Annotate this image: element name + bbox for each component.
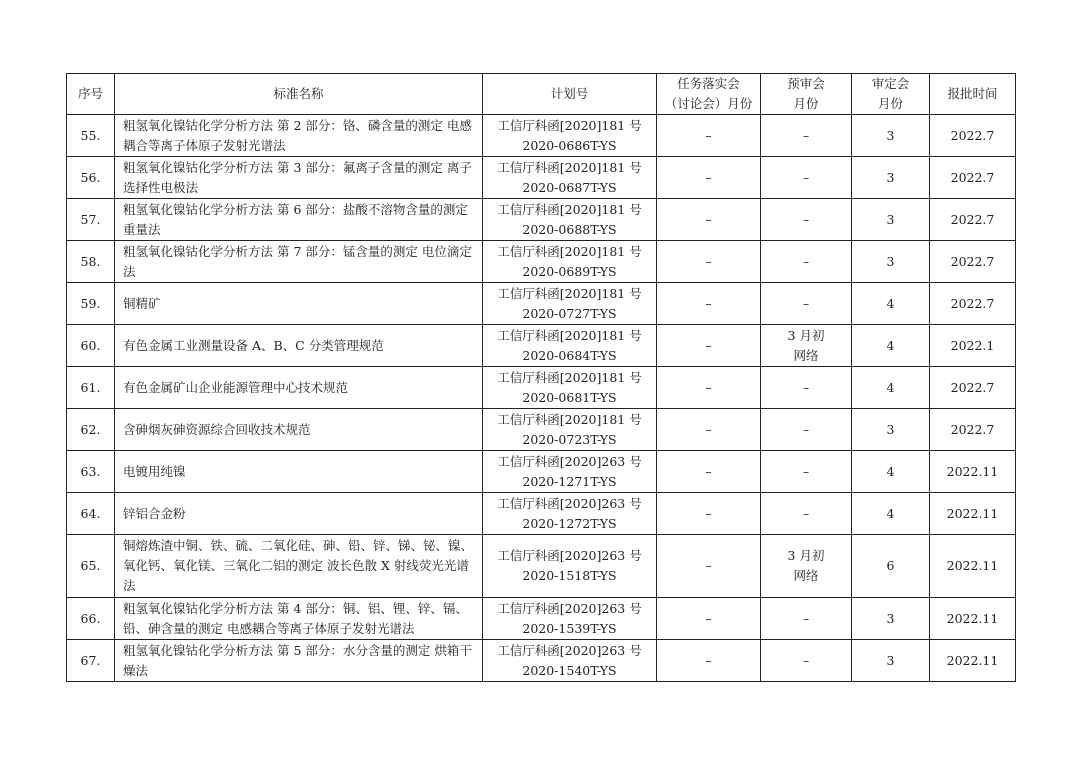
table-row [67,598,1016,640]
header-name: 标准名称 [115,74,483,115]
row-task-meeting-month: – [657,640,761,682]
row-plan-number [483,598,657,640]
row-standard-name: 含砷烟灰砷资源综合回收技术规范 [115,409,483,451]
plan-document-number: 工信厅科函[2020]263 号 [497,495,642,511]
row-standard-name: 锌铝合金粉 [115,493,483,535]
plan-project-code: 2020-1540T-YS [522,662,617,678]
row-plan-number [483,493,657,535]
row-plan-number [483,640,657,682]
row-task-meeting-month: – [657,199,761,241]
row-approval-date: 2022.7 [930,409,1016,451]
row-review-month: 4 [852,325,930,367]
table-row [67,157,1016,199]
row-approval-date: 2022.7 [930,241,1016,283]
row-plan-number [483,157,657,199]
row-plan-number [483,325,657,367]
header-index: 序号 [67,74,115,115]
standards-table [66,73,1016,682]
plan-document-number: 工信厅科函[2020]181 号 [497,285,642,301]
row-review-month: 3 [852,640,930,682]
table-row [67,451,1016,493]
header-pre-line2: 月份 [793,96,819,111]
row-review-month: 4 [852,283,930,325]
table-row [67,199,1016,241]
header-approval-date: 报批时间 [930,74,1016,115]
plan-document-number: 工信厅科函[2020]263 号 [497,548,642,563]
plan-document-number: 工信厅科函[2020]181 号 [497,369,642,385]
row-plan-number [483,199,657,241]
row-pre-review-month [761,325,852,367]
header-task-line2: （讨论会）月份 [664,96,753,111]
row-standard-name: 粗氢氧化镍钴化学分析方法 第 2 部分：铬、磷含量的测定 电感耦合等离子体原子发射光谱法 [115,115,483,157]
header-review-line2: 月份 [877,96,903,111]
row-standard-name: 粗氢氧化镍钴化学分析方法 第 6 部分：盐酸不溶物含量的测定 重量法 [115,199,483,241]
row-pre-review-month: – [761,598,852,640]
plan-document-number: 工信厅科函[2020]181 号 [497,243,642,259]
table-body [67,115,1016,682]
row-task-meeting-month: – [657,115,761,157]
pre-review-line1: 3 月初 [787,548,825,563]
row-plan-number [483,241,657,283]
header-review-line1: 审定会 [871,76,910,91]
row-index: 60. [67,325,115,367]
plan-document-number: 工信厅科函[2020]181 号 [497,327,642,343]
plan-project-code: 2020-1518T-YS [522,568,617,583]
plan-document-number: 工信厅科函[2020]181 号 [497,411,642,427]
row-review-month: 3 [852,199,930,241]
row-approval-date: 2022.1 [930,325,1016,367]
row-standard-name: 铜熔炼渣中铜、铁、硫、二氧化硅、砷、铅、锌、锑、铋、镍、氧化钙、氧化镁、三氧化二铝的测定 波长色散 X 射线荧光光谱法 [115,535,483,598]
plan-project-code: 2020-0689T-YS [522,263,617,279]
plan-document-number: 工信厅科函[2020]263 号 [497,453,642,469]
row-plan-number [483,535,657,598]
table-row [67,640,1016,682]
row-approval-date: 2022.11 [930,451,1016,493]
row-approval-date: 2022.11 [930,535,1016,598]
row-pre-review-month: – [761,409,852,451]
plan-project-code: 2020-1539T-YS [522,620,617,636]
row-pre-review-month: – [761,493,852,535]
table-row [67,493,1016,535]
plan-project-code: 2020-0687T-YS [522,179,617,195]
row-index: 58. [67,241,115,283]
row-index: 67. [67,640,115,682]
row-standard-name: 粗氢氧化镍钴化学分析方法 第 7 部分：锰含量的测定 电位滴定法 [115,241,483,283]
plan-project-code: 2020-1272T-YS [522,515,617,531]
row-index: 61. [67,367,115,409]
row-pre-review-month: – [761,640,852,682]
pre-review-line2: 网络 [793,347,819,363]
header-plan: 计划号 [483,74,657,115]
row-pre-review-month: – [761,283,852,325]
plan-project-code: 2020-0686T-YS [522,137,617,153]
header-pre-review [761,74,852,115]
table-row [67,409,1016,451]
row-index: 62. [67,409,115,451]
plan-project-code: 2020-0688T-YS [522,221,617,237]
row-task-meeting-month: – [657,157,761,199]
plan-document-number: 工信厅科函[2020]181 号 [497,159,642,175]
row-index: 65. [67,535,115,598]
row-approval-date: 2022.7 [930,199,1016,241]
row-standard-name: 粗氢氧化镍钴化学分析方法 第 5 部分：水分含量的测定 烘箱干燥法 [115,640,483,682]
plan-document-number: 工信厅科函[2020]181 号 [497,201,642,217]
header-pre-line1: 预审会 [787,76,825,91]
plan-project-code: 2020-0684T-YS [522,347,617,363]
row-review-month: 3 [852,598,930,640]
row-task-meeting-month: – [657,535,761,598]
pre-review-line1: 3 月初 [787,327,825,343]
header-review [852,74,930,115]
plan-document-number: 工信厅科函[2020]181 号 [497,117,642,133]
row-plan-number [483,367,657,409]
row-index: 63. [67,451,115,493]
row-pre-review-month: – [761,157,852,199]
row-pre-review-month: – [761,367,852,409]
row-plan-number [483,115,657,157]
row-index: 64. [67,493,115,535]
row-index: 66. [67,598,115,640]
plan-document-number: 工信厅科函[2020]263 号 [497,600,642,616]
plan-project-code: 2020-0723T-YS [522,431,617,447]
plan-project-code: 2020-0681T-YS [522,389,617,405]
row-pre-review-month: – [761,115,852,157]
row-pre-review-month: – [761,451,852,493]
row-task-meeting-month: – [657,493,761,535]
row-pre-review-month: – [761,199,852,241]
row-approval-date: 2022.11 [930,598,1016,640]
row-pre-review-month: – [761,241,852,283]
row-approval-date: 2022.7 [930,157,1016,199]
table-row [67,367,1016,409]
table-row [67,325,1016,367]
row-review-month: 3 [852,157,930,199]
row-index: 59. [67,283,115,325]
row-standard-name: 铜精矿 [115,283,483,325]
row-approval-date: 2022.7 [930,367,1016,409]
table-row [67,241,1016,283]
row-review-month: 4 [852,451,930,493]
row-review-month: 3 [852,115,930,157]
row-standard-name: 粗氢氧化镍钴化学分析方法 第 3 部分：氟离子含量的测定 离子选择性电极法 [115,157,483,199]
row-approval-date: 2022.7 [930,115,1016,157]
row-review-month: 3 [852,241,930,283]
table-row [67,283,1016,325]
plan-project-code: 2020-1271T-YS [522,473,617,489]
row-task-meeting-month: – [657,241,761,283]
table-row [67,115,1016,157]
row-task-meeting-month: – [657,325,761,367]
row-index: 56. [67,157,115,199]
header-task-meeting [657,74,761,115]
plan-project-code: 2020-0727T-YS [522,305,617,321]
row-approval-date: 2022.11 [930,640,1016,682]
table-row [67,535,1016,598]
row-standard-name: 电镀用纯镍 [115,451,483,493]
row-plan-number [483,451,657,493]
row-plan-number [483,409,657,451]
row-approval-date: 2022.11 [930,493,1016,535]
row-review-month: 3 [852,409,930,451]
row-task-meeting-month: – [657,283,761,325]
row-standard-name: 有色金属矿山企业能源管理中心技术规范 [115,367,483,409]
row-review-month: 4 [852,493,930,535]
table-header-row [67,74,1016,115]
row-task-meeting-month: – [657,409,761,451]
plan-document-number: 工信厅科函[2020]263 号 [497,642,642,658]
row-pre-review-month [761,535,852,598]
row-review-month: 4 [852,367,930,409]
row-standard-name: 有色金属工业测量设备 A、B、C 分类管理规范 [115,325,483,367]
row-plan-number [483,283,657,325]
header-task-line1: 任务落实会 [677,76,740,91]
row-task-meeting-month: – [657,451,761,493]
row-task-meeting-month: – [657,367,761,409]
row-standard-name: 粗氢氧化镍钴化学分析方法 第 4 部分：铜、铝、锂、锌、镉、铅、砷含量的测定 电感耦合等离子体原子发射光谱法 [115,598,483,640]
row-approval-date: 2022.7 [930,283,1016,325]
row-index: 55. [67,115,115,157]
row-task-meeting-month: – [657,598,761,640]
row-review-month: 6 [852,535,930,598]
pre-review-line2: 网络 [793,568,819,583]
row-index: 57. [67,199,115,241]
